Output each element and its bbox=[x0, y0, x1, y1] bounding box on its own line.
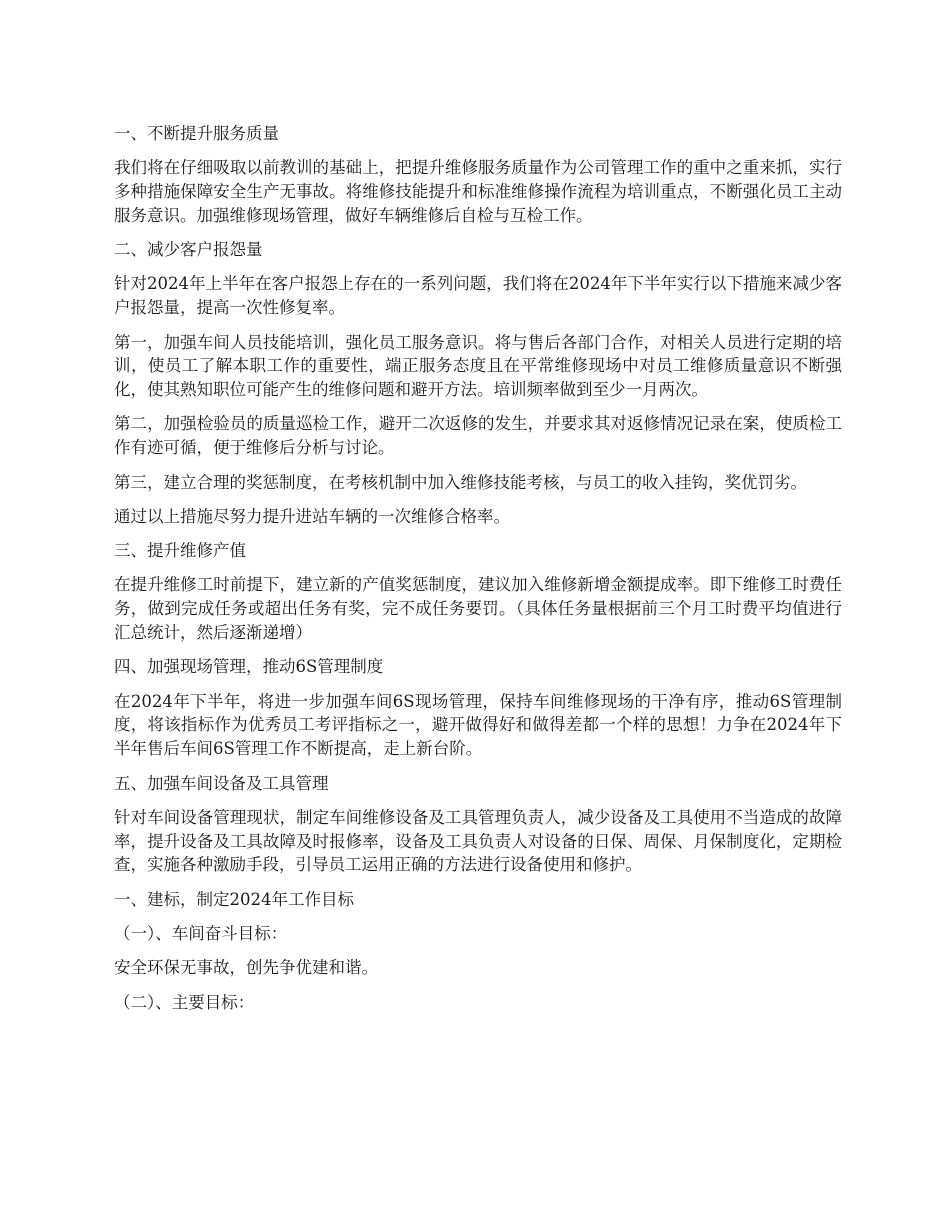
document-body bbox=[114, 122, 842, 1014]
heading-equipment-management: 五、加强车间设备及工具管理 bbox=[114, 773, 329, 793]
heading-site-management: 四、加强现场管理，推动6S管理制度 bbox=[114, 657, 384, 677]
paragraph-measure-third: 第三，建立合理的奖惩制度，在考核机制中加入维修技能考核，与员工的收入挂钩，奖优罚劣。 bbox=[114, 472, 807, 492]
paragraph-measure-first: 第一，加强车间人员技能培训，强化员工服务意识。将与售后各部门合作，对相关人员进行定期的培训，使员工了解本职工作的重要性，端正服务态度且在平常维修现场中对员工维修质量意识不断强化，使其熟知职位可能产生的维修问题和避开方法。培训频率做到至少一月两次。 bbox=[114, 332, 842, 400]
paragraph-complaints-intro: 针对2024年上半年在客户报怨上存在的一系列问题，我们将在2024年下半年实行以下措施来减少客户报怨量，提高一次性修复率。 bbox=[114, 274, 842, 318]
subheading-main-goals: （二）、主要目标： bbox=[114, 992, 255, 1012]
paragraph-measures-summary: 通过以上措施尽努力提升进站车辆的一次维修合格率。 bbox=[114, 506, 510, 526]
subheading-workshop-goal: （一）、车间奋斗目标： bbox=[114, 924, 288, 944]
heading-improve-service-quality: 一、不断提升服务质量 bbox=[114, 124, 279, 143]
paragraph-output: 在提升维修工时前提下，建立新的产值奖惩制度，建议加入维修新增金额提成率。即下维修工时费任务，做到完成任务或超出任务有奖，完不成任务要罚。（具体任务量根据前三个月工时费平均值进行汇总统计，然后逐渐递增） bbox=[114, 575, 842, 643]
paragraph-measure-second: 第二，加强检验员的质量巡检工作，避开二次返修的发生，并要求其对返修情况记录在案，使质检工作有迹可循，便于维修后分析与讨论。 bbox=[114, 414, 842, 458]
paragraph-equipment-management: 针对车间设备管理现状，制定车间维修设备及工具管理负责人，减少设备及工具使用不当造成的故障率，提升设备及工具故障及时报修率，设备及工具负责人对设备的日保、周保、月保制度化，定期检查，实施各种激励手段，引导员工运用正确的方法进行设备使用和修护。 bbox=[114, 807, 842, 875]
heading-improve-output: 三、提升维修产值 bbox=[114, 541, 246, 561]
heading-reduce-complaints: 二、减少客户报怨量 bbox=[114, 240, 263, 260]
paragraph-6s-management: 在2024年下半年，将进一步加强车间6S现场管理，保持车间维修现场的干净有序，推动6S管理制度，将该指标作为优秀员工考评指标之一，避开做得好和做得差都一个样的思想！力争在2024年下半年售后车间6S管理工作不断提高，走上新台阶。 bbox=[114, 691, 843, 759]
heading-set-goals: 一、建标，制定2024年工作目标 bbox=[114, 889, 354, 909]
paragraph-workshop-goal: 安全环保无事故，创先争优建和谐。 bbox=[114, 958, 378, 978]
paragraph-service-quality: 我们将在仔细吸取以前教训的基础上，把提升维修服务质量作为公司管理工作的重中之重来抓，实行多种措施保障安全生产无事故。将维修技能提升和标准维修操作流程为培训重点，不断强化员工主动服务意识。加强维修现场管理，做好车辆维修后自检与互检工作。 bbox=[114, 158, 842, 225]
